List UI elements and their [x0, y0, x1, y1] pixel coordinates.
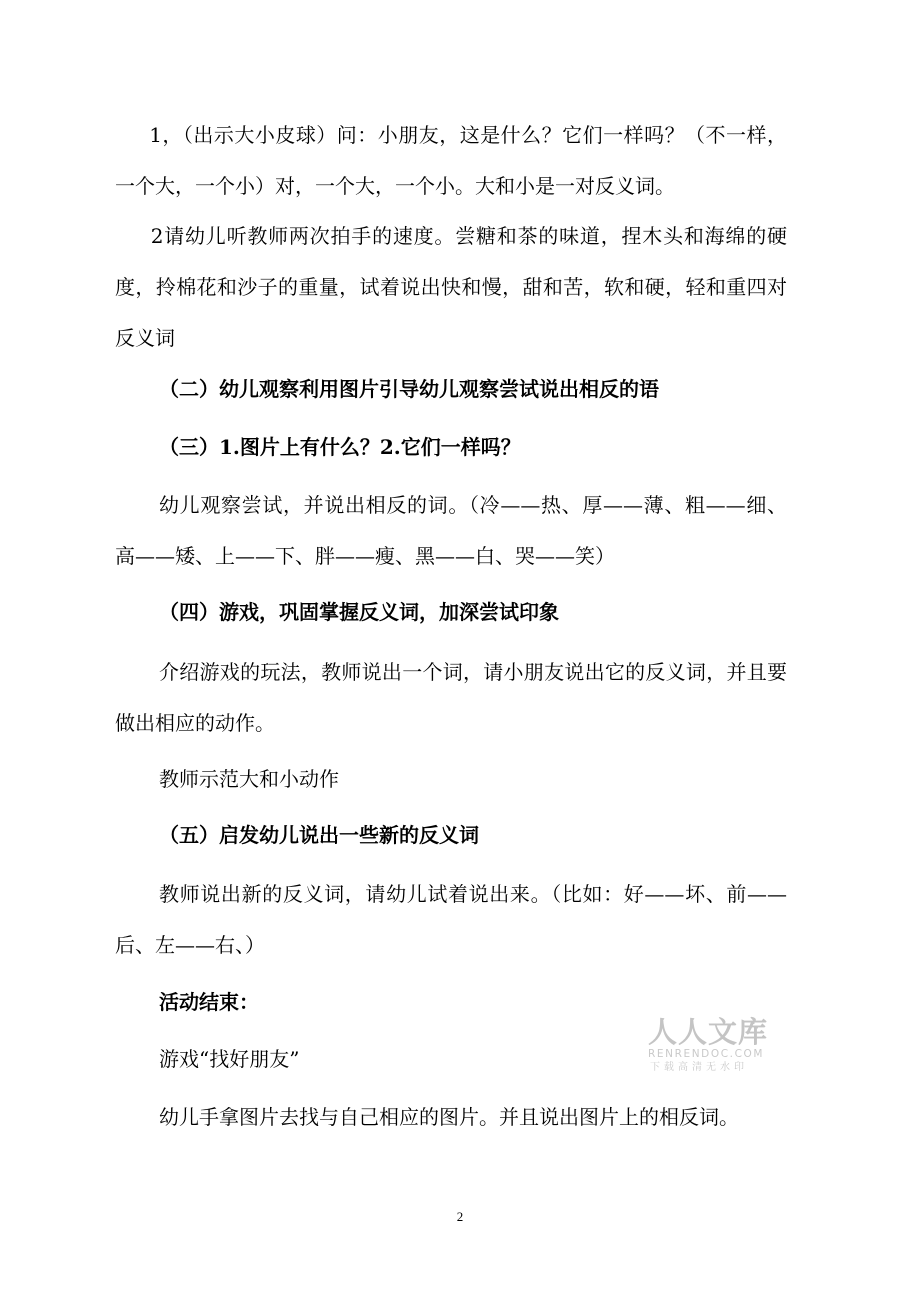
watermark-subtitle: 下载高清无水印: [650, 1062, 748, 1073]
watermark-title: 人人文库: [648, 1015, 769, 1049]
section-heading-3: （三）1.图片上有什么？2.它们一样吗？: [159, 435, 521, 459]
page-number: 2: [456, 1209, 464, 1224]
section-heading-2: （二）幼儿观察利用图片引导幼儿观察尝试说出相反的语: [159, 377, 659, 401]
paragraph-final: 幼儿手拿图片去找与自己相应的图片。并且说出图片上的相反词。: [159, 1105, 739, 1129]
paragraph-observe: 幼儿观察尝试，并说出相反的词。（冷——热、厚——薄、粗——细、高——矮、上——下、胖——瘦、黑——白、哭——笑）: [115, 493, 787, 568]
section-heading-4: （四）游戏，巩固掌握反义词，加深尝试印象: [159, 600, 559, 624]
section-heading-end: 活动结束：: [159, 990, 259, 1014]
watermark-domain: RENRENDOC.COM: [648, 1048, 765, 1060]
paragraph-intro-1: 1，（出示大小皮球）问：小朋友，这是什么？它们一样吗？（不一样，一个大，一个小）对，一个大，一个小。大和小是一对反义词。: [115, 123, 787, 198]
watermark-logo: [648, 1016, 772, 1078]
paragraph-demo: 教师示范大和小动作: [159, 767, 339, 791]
paragraph-game-intro: 介绍游戏的玩法，教师说出一个词，请小朋友说出它的反义词，并且要做出相应的动作。: [115, 660, 787, 735]
paragraph-new-words: 教师说出新的反义词，请幼儿试着说出来。（比如：好——坏、前——后、左——右、）: [115, 882, 787, 957]
paragraph-intro-2: 2请幼儿听教师两次拍手的速度。尝糖和茶的味道，捏木头和海绵的硬度，拎棉花和沙子的重量，试着说出快和慢，甜和苦，软和硬，轻和重四对反义词: [115, 224, 787, 350]
paragraph-game-name: 游戏“找好朋友”: [159, 1047, 300, 1071]
section-heading-5: （五）启发幼儿说出一些新的反义词: [159, 823, 479, 847]
